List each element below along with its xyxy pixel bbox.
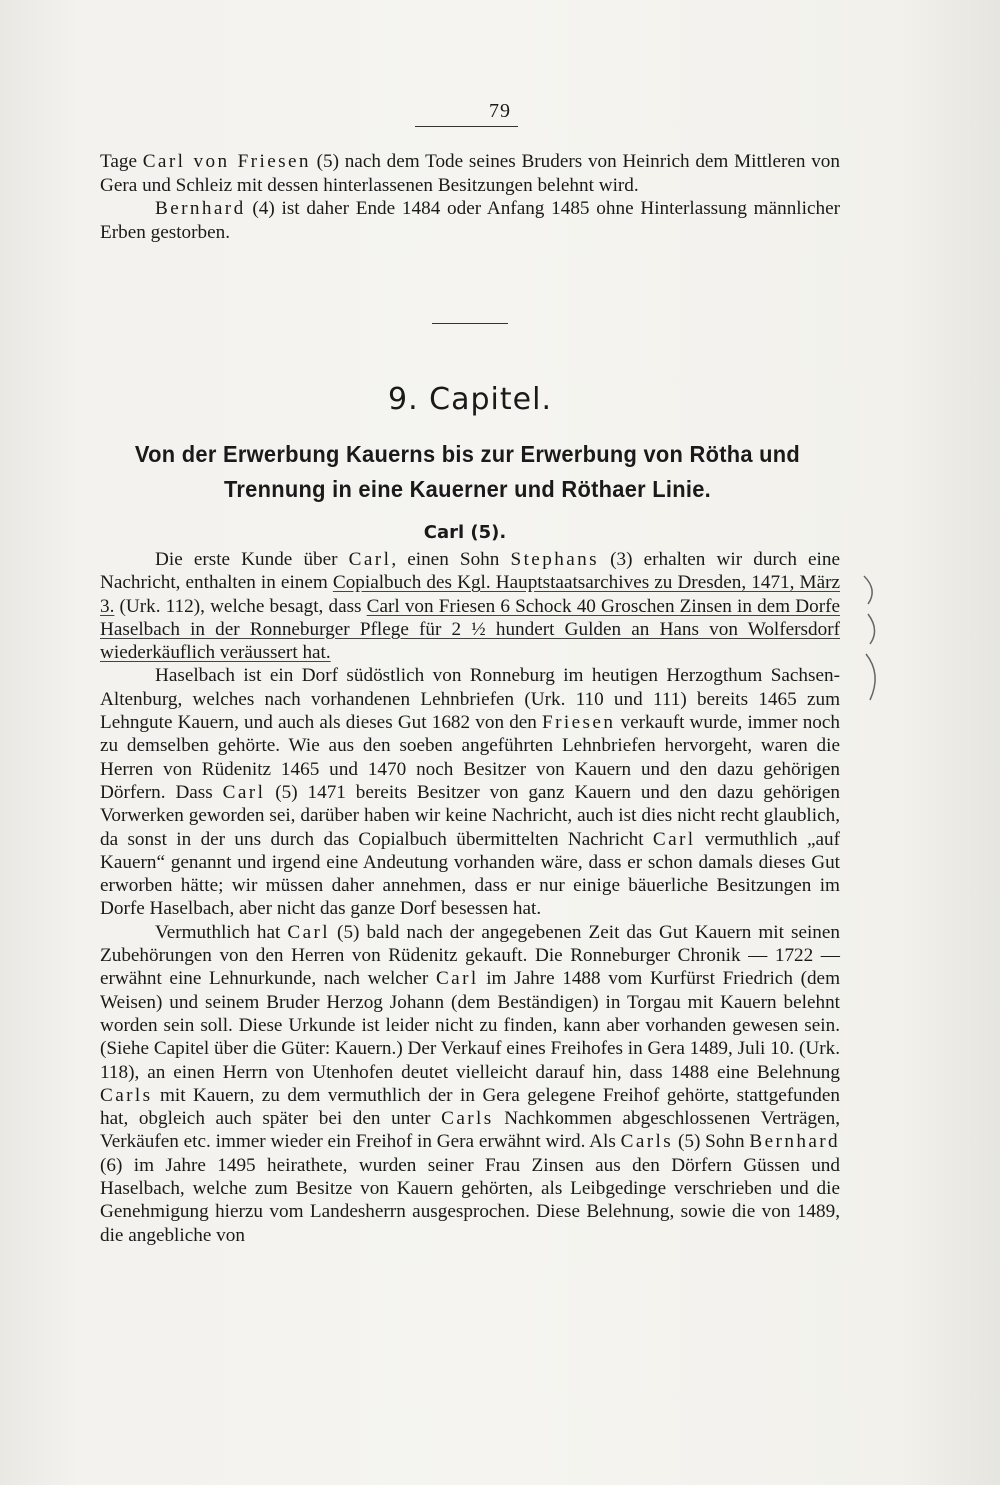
intro-text bbox=[100, 150, 840, 244]
underlined-text: Carl von Friesen 6 Schock 40 Groschen Zinsen in dem Dorfe Haselbach in der Ronneburger Pflege für 2 ½ hundert Gulden an Hans von Wolfersdorf wiederkäuflich veräussert hat. bbox=[100, 595, 840, 664]
spaced-name: Carls bbox=[441, 1108, 494, 1130]
text-run: (4) ist daher Ende 1484 oder Anfang 1485 ohne Hinterlassung männlicher Erben gestorben. bbox=[100, 198, 840, 243]
spaced-name: Carl bbox=[222, 781, 266, 803]
spaced-name: Carl bbox=[435, 968, 479, 990]
spaced-name: Friesen bbox=[542, 712, 616, 734]
text-run: Nachkommen abgeschlossenen Verträgen, Verkäufen etc. immer wieder ein Freihof in Gera erwähnt wird. Als bbox=[100, 1108, 840, 1153]
paragraph-3 bbox=[100, 921, 840, 1247]
margin-bracket-marks bbox=[858, 570, 888, 710]
text-run: Tage bbox=[100, 151, 143, 172]
intro-paragraph-1 bbox=[100, 150, 840, 197]
text-run: (6) im Jahre 1495 heirathete, wurden seiner Frau Zinsen aus den Dörfern Güssen und Haselbach, welche zum Besitze von Kauern gehörten, als Leibgedinge verschrieben und die Genehmigung hierzu vom Landesherrn ausgesprochen. Diese Belehnung, sowie die von 1489, die angebliche von bbox=[100, 1154, 840, 1246]
text-run: verkauft wurde, immer noch zu demselben gehörte. Wie aus den soeben angeführten Lehnbriefen hervorgeht, waren die Herren von Rüdenitz 1465 und 1470 noch Besitzer von Kauern und den dazu gehörigen Dörfern. Dass bbox=[100, 712, 840, 803]
chapter-title: 9. Capitel. bbox=[388, 382, 552, 417]
chapter-subtitle: Von der Erwerbung Kauerns bis zur Erwerbung von Rötha und Trennung in eine Kauerner und Röthaer Linie. bbox=[134, 441, 801, 502]
text-run: (5) 1471 bereits Besitzer von ganz Kauern und den dazu gehörigen Vorwerken geworden sei, darüber haben wir keine Nachricht, auch ist dies nicht recht glaublich, da sonst in der uns durch das Copialbuch übermittelten Nachricht bbox=[100, 781, 841, 850]
text-run: vermuthlich „auf Kauern“ genannt und irgend eine Andeutung vorhanden wäre, dass er schon damals dieses Gut erworben hätte; wir müssen daher annehmen, dass er nur einige bäuerliche Besitzungen im Dorfe Haselbach, aber nicht das ganze Dorf besessen hat. bbox=[100, 828, 840, 920]
intro-paragraph-2 bbox=[100, 197, 840, 244]
spaced-name: Carls bbox=[620, 1131, 674, 1153]
spaced-name: Carls bbox=[100, 1084, 153, 1106]
body-text bbox=[100, 548, 840, 1247]
person-heading: Carl (5). bbox=[423, 522, 507, 543]
paragraph-1 bbox=[100, 548, 840, 664]
spaced-name: Carl bbox=[652, 828, 696, 850]
text-run: Vermuthlich hat bbox=[155, 921, 288, 943]
text-run: (5) nach dem Tode seines Bruders von Heinrich dem Mittleren von Gera und Schleiz mit dessen hinterlassenen Besitzungen belehnt wird. bbox=[100, 151, 840, 196]
text-run: im Jahre 1488 vom Kurfürst Friedrich (dem Weisen) und seinem Bruder Herzog Johann (dem Beständigen) in Torgau mit Kauern belehnt worden sein soll. Diese Urkunde ist leider nicht zu finden, kann aber vorhanden gewesen sein. (Siehe Capitel über die Güter: Kauern.) Der Verkauf eines Freihofes in Gera 1489, Juli 10. (Urk. 118), an einen Herrn von Utenhofen deutet vielleicht darauf hin, dass 1488 eine Belehnung bbox=[100, 968, 840, 1083]
page-number-rule bbox=[415, 126, 518, 127]
text-run: (5) bald nach der angegebenen Zeit das Gut Kauern mit seinen Zubehörungen von den Herren von Rüdenitz gekauft. Die Ronneburger Chronik — 1722 — erwähnt eine Lehnurkunde, nach welcher bbox=[100, 921, 840, 990]
spaced-name: Carl von Friesen bbox=[142, 151, 311, 172]
text-run: , einen Sohn bbox=[391, 549, 511, 570]
spaced-name: Carl bbox=[348, 549, 392, 570]
text-run: Die erste Kunde über bbox=[155, 549, 349, 570]
paragraph-2 bbox=[100, 664, 840, 920]
text-run: (Urk. 112), welche besagt, dass bbox=[114, 595, 367, 617]
spaced-name: Bernhard bbox=[749, 1131, 841, 1153]
text-run: (3) erhalten wir durch eine Nachricht, enthalten in einem bbox=[100, 549, 840, 594]
page-number: 79 bbox=[489, 100, 511, 122]
spaced-name: Stephans bbox=[510, 549, 599, 570]
underlined-text: Copialbuch des Kgl. Hauptstaatsarchives zu Dresden, 1471, März 3. bbox=[100, 572, 840, 617]
text-run: mit Kauern, zu dem vermuthlich der in Gera gelegene Freihof gehörte, stattgefunden hat, obgleich auch später bei den unter bbox=[100, 1084, 840, 1130]
text-run: Haselbach ist ein Dorf südöstlich von Ronneburg im heutigen Herzogthum Sachsen-Altenburg, welches nach vorhandenen Lehnbriefen (Urk. 110 und 111) bereits 1465 zum Lehngute Kauern, und auch als dieses Gut 1682 von den bbox=[100, 665, 840, 734]
spaced-name: Bernhard bbox=[155, 198, 246, 220]
text-run: (5) Sohn bbox=[673, 1131, 750, 1153]
section-divider bbox=[432, 323, 508, 324]
spaced-name: Carl bbox=[287, 921, 331, 943]
